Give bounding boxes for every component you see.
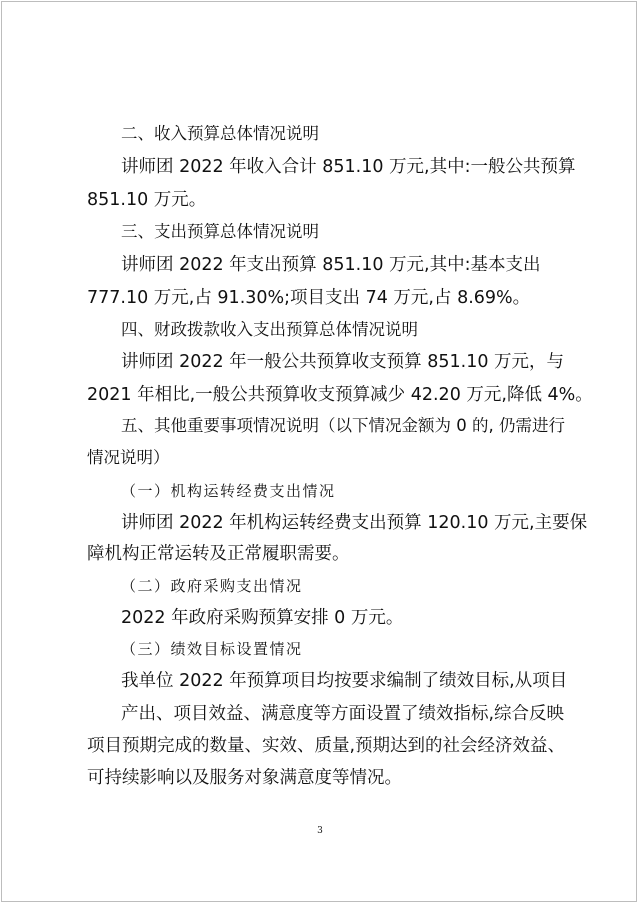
- page-number: 3: [317, 826, 323, 836]
- subsection-2-text: 2022 年政府采购预算安排 0 万元。: [121, 608, 404, 628]
- section-5-heading-line-2: 情况说明）: [87, 448, 170, 467]
- subsection-3-text-line-3: 项目预期完成的数量、实效、质量,预期达到的社会经济效益、: [87, 736, 566, 756]
- subsection-3-text-line-1: 我单位 2022 年预算项目均按要求编制了绩效目标,从项目: [121, 671, 568, 691]
- subsection-1-heading: （一）机构运转经费支出情况: [121, 482, 336, 500]
- section-3-text-line-2: 777.10 万元,占 91.30%;项目支出 74 万元,占 8.69%。: [87, 288, 531, 308]
- section-5-heading-line-1: 五、其他重要事项情况说明（以下情况金额为 0 的, 仍需进行: [121, 416, 565, 435]
- section-3-text-line-1: 讲师团 2022 年支出预算 851.10 万元,其中:基本支出: [121, 255, 541, 275]
- section-4-text-line-2: 2021 年相比,一般公共预算收支预算减少 42.20 万元,降低 4%。: [87, 385, 593, 405]
- subsection-1-text-line-2: 障机构正常运转及正常履职需要。: [87, 544, 350, 564]
- section-4-heading: 四、财政拨款收入支出预算总体情况说明: [121, 320, 418, 339]
- section-4-text-line-1: 讲师团 2022 年一般公共预算收支预算 851.10 万元，与: [121, 352, 565, 372]
- section-2-text-line-2: 851.10 万元。: [87, 190, 207, 210]
- subsection-3-heading: （三）绩效目标设置情况: [121, 640, 303, 658]
- subsection-3-text-line-4: 可持续影响以及服务对象满意度等情况。: [87, 768, 402, 788]
- subsection-1-text-line-1: 讲师团 2022 年机构运转经费支出预算 120.10 万元,主要保: [121, 513, 588, 533]
- section-2-text-line-1: 讲师团 2022 年收入合计 851.10 万元,其中:一般公共预算: [121, 157, 576, 177]
- subsection-2-heading: （二）政府采购支出情况: [121, 577, 303, 595]
- subsection-3-text-line-2: 产出、项目效益、满意度等方面设置了绩效指标,综合反映: [121, 704, 565, 724]
- section-2-heading: 二、收入预算总体情况说明: [121, 124, 319, 143]
- section-3-heading: 三、支出预算总体情况说明: [121, 222, 319, 241]
